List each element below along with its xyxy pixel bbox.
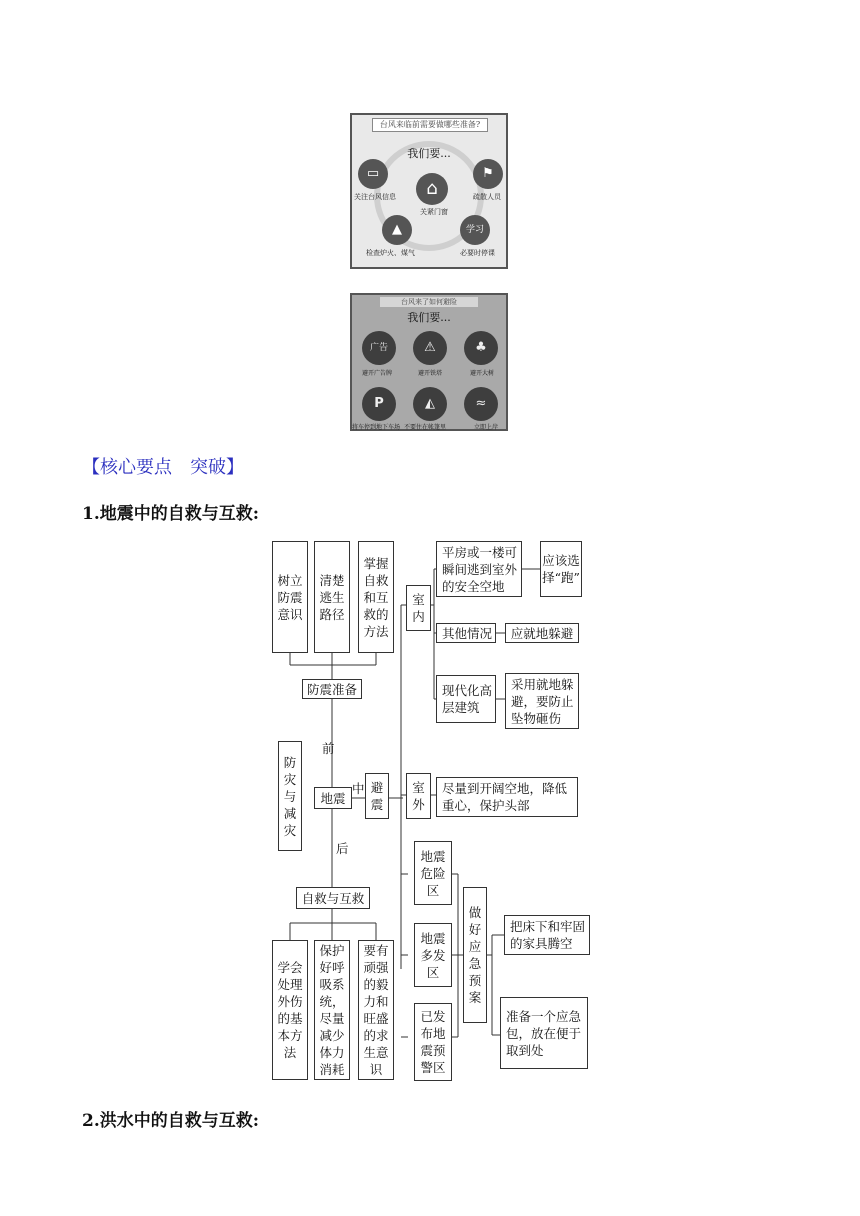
prep-label-fire: 检查炉火、煤气 [366,249,415,257]
label-during: 中 [352,781,365,796]
study-icon: 学习 [460,215,490,245]
box-case-highrise: 现代化高层建筑 [436,675,496,723]
box-avoid: 避震 [365,773,389,819]
avoid-label-tree: 避开大树 [470,370,495,377]
typhoon-avoid-illustration [350,293,508,431]
tower-icon: ⚠ [413,331,447,365]
prep-label-school: 必要时停课 [460,249,495,257]
box-case-other: 其他情况 [436,623,496,643]
box-action-run: 应该选择“跑” [540,541,582,597]
avoid-label-tower: 避开铁塔 [418,370,443,377]
parking-icon: P [362,387,396,421]
box-earthquake: 地震 [314,787,352,809]
avoid-label-parking: 将车停到地下车场 [352,424,401,431]
box-awareness: 树立防震意识 [272,541,308,653]
box-emergency-plan: 做好应急预案 [463,887,487,1023]
prep-label-watch: 关注台风信息 [354,193,396,201]
box-case-ground-floor: 平房或一楼可瞬间逃到室外的安全空地 [436,541,522,597]
running-person-icon: ⚑ [473,159,503,189]
earthquake-flowchart [268,537,592,1083]
box-outdoor: 室外 [406,773,431,819]
box-action-shelter: 应就地躲避 [505,623,579,643]
box-plan-kit: 准备一个应急包，放在便于取到处 [500,997,588,1069]
typhoon-prep-illustration [350,113,508,269]
label-after: 后 [336,841,349,856]
box-indoor: 室内 [406,585,431,631]
tree-icon: ♣ [464,331,498,365]
avoid-label-tent: 不要住在帐篷里 [404,424,447,431]
avoid-heading: 我们要... [407,311,451,324]
fire-icon: ▲ [382,215,412,245]
prep-label-evacuate: 疏散人员 [473,193,501,201]
box-breathing: 保护好呼吸系统，尽量减少体力消耗 [314,940,350,1080]
label-before: 前 [322,741,335,756]
box-action-falling: 采用就地躲避，要防止坠物砸伤 [505,673,579,729]
box-self-rescue: 自救与互救 [296,887,370,909]
box-zone-danger: 地震危险区 [414,841,452,905]
box-plan-furniture: 把床下和牢固的家具腾空 [504,915,590,955]
avoid-label-billboard: 避开广告牌 [362,370,393,377]
avoid-banner: 台风来了如何避险 [380,297,478,307]
earthquake-heading: 1.地震中的自救与互救: [82,504,260,524]
tent-icon: ◭ [413,387,447,421]
box-escape-route: 清楚逃生路径 [314,541,350,653]
box-outdoor-action: 尽量到开阔空地，降低重心，保护头部 [436,777,578,817]
billboard-icon: 广告 [362,331,396,365]
box-will-to-live: 要有顽强的毅力和旺盛的求生意识 [358,940,394,1080]
avoid-label-shore: 立即上岸 [474,424,499,431]
prep-banner: 台风来临前需要做哪些准备? [372,118,488,132]
box-zone-frequent: 地震多发区 [414,923,452,987]
prep-heading: 我们要... [407,147,451,160]
box-prep: 防震准备 [302,679,362,699]
box-disaster-reduction: 防灾与减灾 [278,741,302,851]
flood-heading: 2.洪水中的自救与互救: [82,1111,260,1131]
swimmer-icon: ≈ [464,387,498,421]
tv-icon: ▭ [358,159,388,189]
box-zone-warning: 已发布地震预警区 [414,1003,452,1081]
prep-label-doors: 关紧门窗 [420,208,448,216]
house-icon: ⌂ [416,173,448,205]
box-first-aid: 学会处理外伤的基本方法 [272,940,308,1080]
section-title: 【核心要点 突破】 [82,457,244,478]
box-rescue-methods: 掌握自救和互救的方法 [358,541,394,653]
